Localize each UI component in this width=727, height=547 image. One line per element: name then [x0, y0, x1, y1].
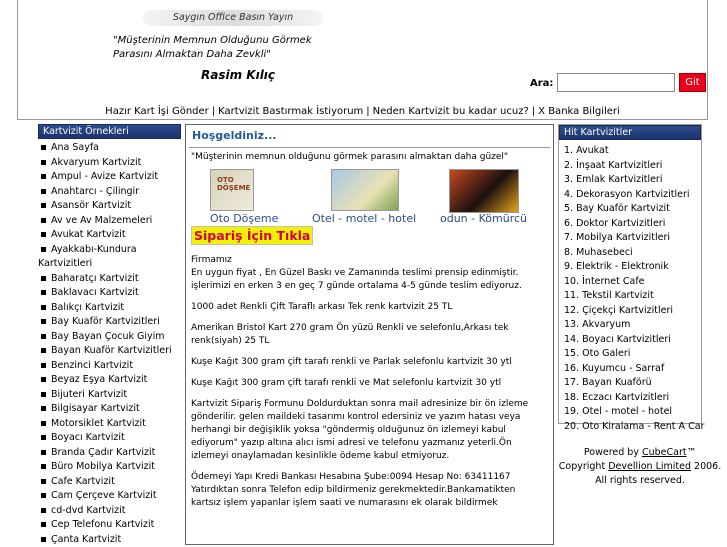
category-label: Asansör Kartvizit — [51, 200, 131, 211]
hit-card-item[interactable]: 2. İnşaat Kartvizitleri — [564, 159, 701, 174]
signature: Rasim Kılıç — [201, 68, 275, 82]
category-label: Anahtarcı - Çilingir — [51, 186, 139, 197]
category-label: Bayan Kuaför Kartvizitleri — [51, 345, 172, 356]
hit-card-item[interactable]: 5. Bay Kuaför Kartvizit — [564, 202, 701, 217]
bullet-icon — [41, 392, 46, 397]
left-sidebar-title: Kartvizit Örnekleri — [38, 124, 181, 139]
search-input[interactable] — [557, 73, 675, 92]
nav-separator: | — [212, 106, 215, 117]
bullet-icon — [41, 522, 46, 527]
card-caption-odun[interactable]: odun - Kömürcü — [440, 212, 527, 225]
category-label: Bay Kuaför Kartvizitleri — [51, 316, 160, 327]
category-item[interactable] — [41, 228, 181, 243]
search-label: Ara: — [530, 78, 553, 89]
hit-card-item[interactable]: 19. Otel - motel - hotel — [564, 405, 701, 420]
price-paragraph-4: Kuşe Kağıt 300 gram çift tarafı renkli ve Mat selefonlu kartvizit 30 ytl — [186, 377, 553, 390]
bullet-icon — [41, 479, 46, 484]
category-item[interactable] — [41, 518, 181, 533]
bullet-icon — [41, 348, 46, 353]
bullet-icon — [41, 406, 46, 411]
category-label: Cep Telefonu Kartvizit — [51, 519, 154, 530]
slogan-line-2: Parasını Almaktan Daha Zevkli" — [113, 48, 343, 62]
card-caption-oto-doseme[interactable]: Oto Döşeme — [210, 212, 278, 225]
card-caption-otel[interactable]: Otel - motel - hotel — [312, 212, 416, 225]
category-item[interactable] — [41, 475, 181, 490]
bullet-icon — [41, 189, 46, 194]
category-item[interactable] — [41, 402, 181, 417]
bullet-icon — [41, 508, 46, 513]
main-content — [185, 124, 554, 545]
hit-card-item[interactable]: 12. Çiçekçi Kartvizitleri — [564, 304, 701, 319]
devellion-link[interactable]: Devellion Limited — [608, 461, 691, 472]
trademark: ™ — [687, 447, 697, 458]
bullet-icon — [41, 276, 46, 281]
bullet-icon — [41, 421, 46, 426]
nav-link-send-card[interactable]: Hazır Kart İşi Gönder — [105, 106, 209, 117]
card-image-odun[interactable] — [449, 169, 519, 213]
card-image-oto-doseme[interactable] — [210, 169, 254, 211]
category-item[interactable] — [41, 373, 181, 388]
category-item[interactable] — [41, 199, 181, 214]
category-label: Ana Sayfa — [51, 142, 99, 153]
category-item[interactable] — [41, 301, 181, 316]
copyright-prefix: Copyright — [559, 461, 608, 472]
category-label: Branda Çadır Kartvizit — [51, 447, 155, 458]
hit-card-item[interactable]: 10. İnternet Cafe — [564, 275, 701, 290]
category-item[interactable] — [41, 243, 181, 258]
category-item[interactable] — [41, 214, 181, 229]
hit-card-item[interactable]: 3. Emlak Kartvizitleri — [564, 173, 701, 188]
category-label: Av ve Av Malzemeleri — [51, 215, 152, 226]
category-item[interactable] — [41, 286, 181, 301]
powered-prefix: Powered by — [584, 447, 642, 458]
right-sidebar-title: Hit Kartvizitler — [559, 125, 701, 140]
category-item[interactable] — [41, 344, 181, 359]
hit-card-item[interactable]: 9. Elektrik - Elektronik — [564, 260, 701, 275]
category-label: Bijuteri Kartvizit — [51, 389, 127, 400]
right-sidebar — [558, 124, 702, 424]
hit-card-item[interactable]: 18. Eczacı Kartvizitleri — [564, 391, 701, 406]
nav-link-why-cheap[interactable]: Neden Kartvizit bu kadar ucuz? — [373, 106, 529, 117]
price-paragraph-3: Kuşe Kağıt 300 gram çift tarafı renkli ve Parlak selefonlu kartvizit 30 ytl — [186, 356, 553, 369]
hit-card-item[interactable]: 13. Akvaryum — [564, 318, 701, 333]
hit-card-item[interactable]: 7. Mobilya Kartvizitleri — [564, 231, 701, 246]
category-item[interactable] — [41, 489, 181, 504]
top-navigation — [18, 106, 707, 117]
category-label: Cafe Kartvizit — [51, 476, 115, 487]
bullet-icon — [41, 305, 46, 310]
hit-card-item[interactable]: 20. Oto Kiralama - Rent A Car — [564, 420, 701, 435]
category-label: Bilgisayar Kartvizit — [51, 403, 140, 414]
category-item[interactable] — [41, 446, 181, 461]
category-item[interactable] — [41, 431, 181, 446]
category-item[interactable] — [41, 272, 181, 287]
featured-cards — [186, 166, 553, 222]
motto: "Müşterinin memnun olduğunu görmek parasını almaktan daha güzel" — [186, 148, 553, 166]
category-label: Baharatçı Kartvizit — [51, 273, 139, 284]
payment-paragraph: Ödemeyi Yapı Kredi Bankası Hesabına Şube:0094 Hesap No: 63411167 Yatırdıktan sonra Telefon edip bildirmeniz gerekmektedir.Bankamatikten kartsız işlem yapanlar işlem saati ve numarasını ek olarak bildirmek — [186, 471, 553, 510]
hit-card-item[interactable]: 6. Doktor Kartvizitleri — [564, 217, 701, 232]
cubecart-link[interactable]: CubeCart — [642, 447, 687, 458]
bullet-icon — [41, 160, 46, 165]
price-paragraph-1: 1000 adet Renkli Çift Taraflı arkası Tek renk kartvizit 25 TL — [186, 301, 553, 314]
category-item[interactable] — [41, 156, 181, 171]
hit-card-item[interactable]: 4. Dekorasyon Kartvizitleri — [564, 188, 701, 203]
bullet-icon — [41, 377, 46, 382]
bullet-icon — [41, 450, 46, 455]
category-item[interactable] — [41, 417, 181, 432]
category-label: Motorsiklet Kartvizit — [51, 418, 146, 429]
category-item[interactable] — [41, 170, 181, 185]
hit-card-item[interactable]: 14. Boyacı Kartvizitleri — [564, 333, 701, 348]
nav-link-bank-info[interactable]: X Banka Bilgileri — [538, 106, 620, 117]
category-item[interactable] — [41, 141, 181, 156]
category-label: Bay Bayan Çocuk Giyim — [51, 331, 165, 342]
bullet-icon — [41, 174, 46, 179]
category-label: Büro Mobilya Kartvizit — [51, 461, 155, 472]
nav-separator: | — [366, 106, 369, 117]
bullet-icon — [41, 464, 46, 469]
category-item[interactable] — [41, 388, 181, 403]
category-item[interactable] — [41, 359, 181, 374]
hit-card-item[interactable]: 15. Oto Galeri — [564, 347, 701, 362]
category-label: Ampul - Avize Kartvizit — [51, 171, 158, 182]
slogan — [113, 34, 343, 62]
category-label: Avukat Kartvizit — [51, 229, 126, 240]
bullet-icon — [41, 363, 46, 368]
bullet-icon — [41, 537, 46, 542]
bullet-icon — [41, 290, 46, 295]
search-button[interactable]: Git — [679, 73, 706, 92]
bullet-icon — [41, 247, 46, 252]
category-list — [38, 139, 181, 547]
intro-company: Firmamız — [191, 255, 232, 265]
card-image-otel[interactable] — [331, 169, 399, 211]
bullet-icon — [41, 218, 46, 223]
price-paragraph-2: Amerikan Bristol Kart 270 gram Ön yüzü Renkli ve selefonlu,Arkası tek renk(siyah) 25 TL — [186, 322, 553, 348]
bullet-icon — [41, 203, 46, 208]
order-process-paragraph: Kartvizit Sipariş Formunu Doldurduktan sonra mail adresinize bir ön izleme gönderilir. gelen maildeki tasarımı kontrol edersiniz ve yazım hatası veya herhangi bir değişiklik yoksa "göndermiş olduğunuz ön izlemeyi kabul ediyorum" yazıp altına alıcı ismi adresi ve telefonu yazmanız yeterli.Ön izlemeyi onaylamadan kesinlikle ödeme kabul etmiyoruz. — [186, 398, 553, 463]
category-item[interactable] — [41, 460, 181, 475]
order-link[interactable]: Sipariş İçin Tıkla — [191, 226, 313, 245]
category-item[interactable] — [38, 257, 181, 272]
intro-paragraph — [186, 254, 553, 293]
hit-card-item[interactable]: 1. Avukat — [564, 144, 701, 159]
category-label: Kartvizitleri — [38, 258, 92, 269]
category-item[interactable] — [41, 185, 181, 200]
company-banner: Saygın Office Basın Yayın — [143, 10, 323, 26]
hit-card-item[interactable]: 17. Bayan Kuaförü — [564, 376, 701, 391]
bullet-icon — [41, 232, 46, 237]
category-item[interactable] — [41, 315, 181, 330]
category-label: cd-dvd Kartvizit — [51, 505, 126, 516]
copyright-suffix: 2006. All rights reserved. — [595, 461, 721, 486]
category-label: Baklavacı Kartvizit — [51, 287, 139, 298]
slogan-line-1: "Müşterinin Memnun Olduğunu Görmek — [113, 34, 343, 48]
hit-card-item[interactable]: 8. Muhasebeci — [564, 246, 701, 261]
category-label: Benzinci Kartvizit — [51, 360, 133, 371]
category-label: Cam Çerçeve Kartvizit — [51, 490, 157, 501]
bullet-icon — [41, 334, 46, 339]
category-label: Ayakkabı-Kundura — [51, 244, 137, 255]
category-label: Balıkçı Kartvizit — [51, 302, 124, 313]
category-item[interactable] — [41, 330, 181, 345]
welcome-heading: Hoşgeldiniz... — [186, 125, 553, 147]
intro-text: En uygun fiyat , En Güzel Baskı ve Zamanında teslimi prensip edinmiştir. işlerimizi en erken 3 en geç 7 günde ortalama 4-5 günde teslim ediyoruz. — [191, 268, 522, 291]
site-header — [17, 0, 708, 120]
category-label: Boyacı Kartvizit — [51, 432, 125, 443]
category-item[interactable] — [41, 504, 181, 519]
category-label: Beyaz Eşya Kartvizit — [51, 374, 147, 385]
bullet-icon — [41, 493, 46, 498]
left-sidebar — [38, 124, 181, 545]
bullet-icon — [41, 145, 46, 150]
bullet-icon — [41, 319, 46, 324]
category-label: Çanta Kartvizit — [51, 534, 121, 545]
hit-cards-list — [559, 140, 701, 434]
card-image-text: OTO DÖŞEME — [217, 176, 253, 192]
nav-separator: | — [532, 106, 535, 117]
hit-card-item[interactable]: 16. Kuyumcu - Sarraf — [564, 362, 701, 377]
bullet-icon — [41, 435, 46, 440]
hit-card-item[interactable]: 11. Tekstil Kartvizit — [564, 289, 701, 304]
powered-by-footer — [555, 446, 725, 488]
category-label: Akvaryum Kartvizit — [51, 157, 141, 168]
nav-link-order-card[interactable]: Kartvizit Bastırmak İstiyorum — [218, 106, 363, 117]
